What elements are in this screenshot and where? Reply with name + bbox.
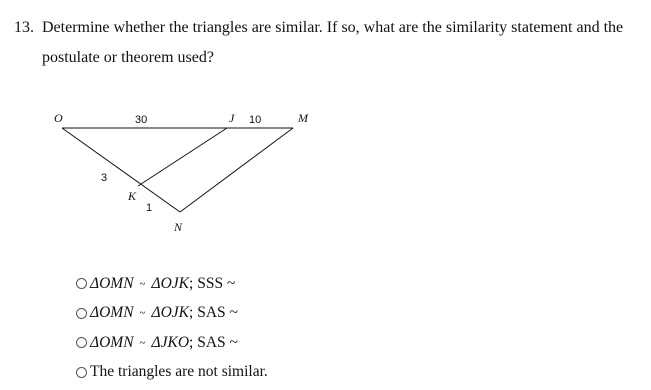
question-number: 13. bbox=[14, 19, 34, 36]
length-label-ok: 3 bbox=[101, 172, 108, 184]
similar-symbol: ~ bbox=[139, 307, 146, 320]
choice-c[interactable] bbox=[76, 328, 268, 358]
choice-a[interactable] bbox=[76, 269, 268, 299]
segment-mn bbox=[180, 128, 293, 212]
radio-button[interactable] bbox=[76, 308, 87, 319]
choice-a-triangle-1: ΔOMN bbox=[90, 274, 134, 292]
length-label-kn: 1 bbox=[146, 202, 153, 214]
similar-symbol: ~ bbox=[139, 277, 146, 290]
question-prompt-line-1: Determine whether the triangles are similar. If so, what are the similarity statement and the bbox=[42, 19, 624, 36]
choice-c-triangle-2: ΔJKO bbox=[151, 333, 190, 351]
length-label-jm: 10 bbox=[249, 114, 262, 126]
choice-b-postulate: ; SAS ~ bbox=[189, 304, 238, 322]
choice-d[interactable] bbox=[76, 358, 268, 388]
vertex-label-o: O bbox=[54, 111, 63, 125]
choice-c-triangle-1: ΔOMN bbox=[90, 333, 134, 351]
radio-button[interactable] bbox=[76, 337, 87, 348]
length-label-oj: 30 bbox=[135, 114, 148, 126]
choice-a-triangle-2: ΔOJK bbox=[151, 274, 190, 292]
segment-jk bbox=[138, 128, 227, 186]
radio-button[interactable] bbox=[76, 367, 87, 378]
choice-b[interactable] bbox=[76, 299, 268, 329]
question-line-2: postulate or theorem used? bbox=[42, 49, 214, 66]
choice-a-postulate: ; SSS ~ bbox=[189, 274, 236, 292]
vertex-label-j: J bbox=[229, 111, 235, 125]
vertex-label-k: K bbox=[128, 189, 137, 203]
vertex-label-n: N bbox=[174, 220, 183, 234]
answer-choices bbox=[76, 269, 268, 387]
similar-symbol: ~ bbox=[139, 336, 146, 349]
choice-d-label: The triangles are not similar. bbox=[90, 363, 268, 381]
choice-b-triangle-2: ΔOJK bbox=[151, 304, 190, 322]
vertex-label-m: M bbox=[298, 111, 308, 125]
choice-c-postulate: ; SAS ~ bbox=[189, 333, 238, 351]
choice-b-triangle-1: ΔOMN bbox=[90, 304, 134, 322]
radio-button[interactable] bbox=[76, 278, 87, 289]
